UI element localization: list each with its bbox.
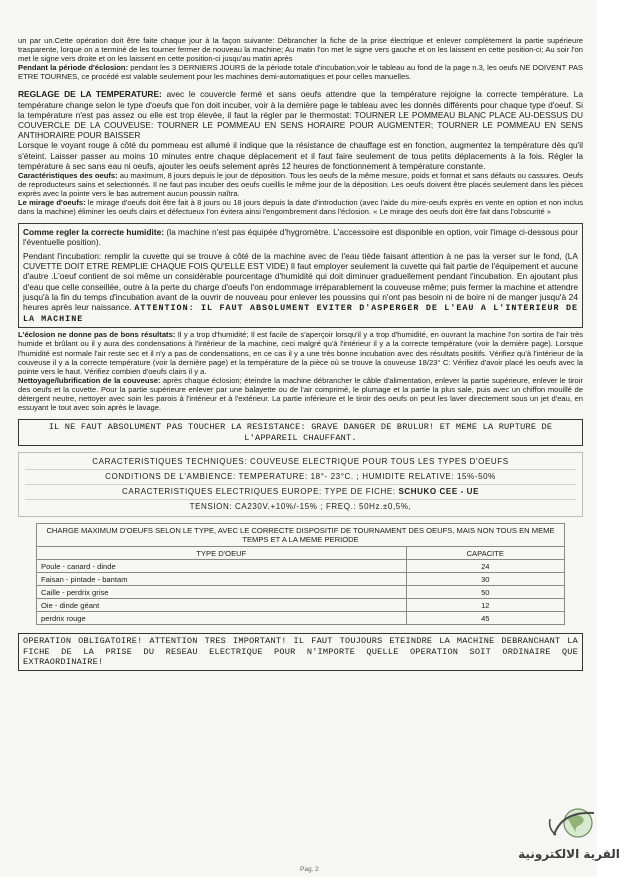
caracteristiques-text: au maximum, 8 jours depuis le jour de déposition. Tous les oeufs de la même mesure, poids et format et sans défauts ou cassures. Oeufs de reproducteurs sains et selectionnés. Il ne faut pas incuber des oeufs cueillis le même jour de la déposition. Les oeufs doivent être placés seulement dans les pièces exprès avec la pointe vers le bas autrement aucun poussin naîtra. <box>18 171 583 199</box>
danger-box <box>18 419 583 446</box>
humidite-title-rest: (la machine n'est pas équipée d'hygromètre. L'accessoire est disponible en option, voir l'image ci-dessous pour l'éventuelle position). <box>23 226 578 247</box>
eclosion-paragraph <box>18 63 583 81</box>
temperature-paragraph <box>18 89 583 140</box>
danger-text: IL NE FAUT ABSOLUMENT PAS TOUCHER LA RESISTANCE: GRAVE DANGER DE BRULUR! ET MEME LA RUPTURE DE L'APPAREIL CHAUFFANT. <box>48 422 553 443</box>
resultats-paragraph <box>18 330 583 375</box>
humidite-paragraph <box>23 251 578 324</box>
specs-line-1: CARACTERISTIQUES TECHNIQUES: COUVEUSE ELECTRIQUE POUR TOUS LES TYPES D'OEUFS <box>25 455 576 470</box>
egg-capacity: 30 <box>406 573 564 586</box>
page-margin <box>597 0 637 877</box>
eclosion-label: Pendant la période d'éclosion: <box>18 63 129 73</box>
capacity-header-type: TYPE D'OEUF <box>37 547 407 560</box>
mirage-label: Le mirage d'oeufs: <box>18 198 86 208</box>
watermark-text: القرية الالكترونية <box>518 847 620 861</box>
egg-capacity: 45 <box>406 612 564 625</box>
watermark-logo <box>510 805 630 875</box>
obligatoire-box <box>18 633 583 671</box>
capacity-header-row <box>37 547 565 560</box>
capacity-title: CHARGE MAXIMUM D'OEUFS SELON LE TYPE, AVEC LE CORRECTE DISPOSITIF DE TOURNAMENT DES OEUFS, MAIS NON TOUS EN MEME TEMPS ET A LA MEME PERIODE <box>36 523 565 546</box>
egg-type: perdrix rouge <box>37 612 407 625</box>
intro-text: un par un.Cette opération doit être faite chaque jour à la façon suivante: Débrancher la fiche de la prise électrique et enlever complètement la partie supérieure trasparente, lorque on a terminé de les tourner fermer de nouveau la machine; Au matin l'on met le signe vers gauche et on les laissent en cette position-ci; Au soir l'on met le signe vers droite et on les laissent en cette position-ci jusqu'au matin après <box>18 36 583 64</box>
humidite-warning: ATTENTION: IL FAUT ABSOLUMENT EVITER D'ASPERGER DE L'EAU A L'INTERIEUR DE LA MACHINE <box>23 302 578 325</box>
mirage-text: le mirage d'oeufs doit être fait à 8 jours ou 18 jours depuis la date d'introduction (avec l'aide du mire-oeufs exprès en vente en option et non inclus dans la machine) éliminer les oeufs clairs et défectueux l'on évitera ainsi l'engombrement dans l'éclosion. « Le mirage des oeufs doit être fait dans l'obscurité » <box>18 198 583 217</box>
table-row <box>37 560 565 573</box>
humidite-heading <box>23 227 578 247</box>
egg-capacity: 50 <box>406 586 564 599</box>
nettoyage-paragraph <box>18 376 583 412</box>
caracteristiques-label: Caractéristiques des oeufs: <box>18 171 118 181</box>
globe-icon <box>510 805 630 875</box>
specs-line-2: CONDITIONS DE L'AMBIENCE: TEMPERATURE: 18°- 23°C. ; HUMIDITE RELATIVE: 15%-50% <box>25 470 576 485</box>
mirage-paragraph <box>18 198 583 216</box>
humidite-text: Pendant l'incubation: remplir la cuvette qui se trouve à côté de la machine avec de l'eau tiède faisant attention à ne pas la verser sur le fond, (LA CUVETTE DOIT ETRE REMPLIE CHAQUE FOIS QU'ELLE EST VIDE) Il faut employer seulement la cuvette qui fait partie de l'équipement et aucune d'autre .L'oeuf contient de soi même un considérable pourcentage d'humidité qui doit diminuer graduellement pendant l'incubation. En ajoutant plus d'eau que celle conseillée, outre à la perte du charge d'oeufs l'on endommage irréparablement la couveuse même; puis fermer la machine et attendre jusqu'à la fin du temps d'incubation avant de la ouvrir de nouveau pour enlever les poussins qui n'ont pas besoin ni de boire ni de manger jusqu'à 24 heures après leur naissance. <box>23 250 578 312</box>
specs-box <box>18 452 583 517</box>
specs-line-3 <box>25 485 576 500</box>
specs-plug-type: SCHUKO CEE - UE <box>398 487 479 497</box>
specs-line-4: TENSION: CA230V.+10%/-15% ; FREQ.: 50Hz.±0,5%, <box>189 502 412 512</box>
eclosion-text: pendant les 3 DERNIERS JOURS de la période totale d'incubation,voir le tableau au fond de la page n.3, les oeufs NE DOIVENT PAS ETRE TOURNES, ce procédé est valable seulement pour les machines demi-automatiques et pour celles manuelles. <box>18 63 583 82</box>
temperature-title: REGLAGE DE LA TEMPERATURE: <box>18 89 162 100</box>
table-row <box>37 573 565 586</box>
capacity-section <box>36 523 565 625</box>
resultats-text: Il y a trop d'humidité; Il est facile de s'aperçoir lorsqu'il y a trop d'humidité, en ouvrant la machine l'on sortira de l'air très humide et brûlant ou il y aura des condensations à l'intérieur de la machine, ceci malgré qu'à l'intérieur il y a la correcte température (voir la dernière page). Lorsque l'humidité est normale l'air reste sec et il n'y a pas de condensations, en ce cas il y a une très bonne incubation avec des résultats positifs. Vérifiez qu'à l'intérieur de la couveuse il y a la correcte température (voir la dernière page) et la température de la pièce où se trouve la couveuse 18/23° C: Vérifiez d'avoir placé les oeufs avec la pointe vers le haut. Vérifiez combien d'oeufs clairs il y a. <box>18 330 583 376</box>
intro-paragraph <box>18 36 583 63</box>
table-row <box>37 586 565 599</box>
caracteristiques-paragraph <box>18 171 583 198</box>
obligatoire-text: OPERATION OBLIGATOIRE! ATTENTION TRES IMPORTANT! IL FAUT TOUJOURS ETEINDRE LA MACHINE DEBRANCHANT LA FICHE DE LA PRISE DU RESEAU ELECTRIQUE POUR N'IMPORTE QUELLE OPERATION SOIT ORDINAIRE QUE EXTRAORDINAIRE! <box>23 636 578 668</box>
page-number: Pag. 2 <box>300 866 319 873</box>
resultats-label: L'éclosion ne donne pas de bons résultats: <box>18 330 176 340</box>
temperature-text: avec le couvercle fermé et sans oeufs attendre que la température rejoigne la correcte température. La température change selon le type d'oeufs que l'on doit incuber, voir à la dernière page le tableau avec les donnés différents pour chaque type d'oeuf. Si la température n'est pas assez ou elle est trop élevée, il faut la régler par le thermostat: TOURNER LE POMMEAU BLANC PLACE AU-DESSUS DU COUVERCLE DE LA COUVEUSE: TOURNER LE POMMEAU EN SENS HORAIRE POUR AUGMENTER; TOURNER LE POMMEAU EN SENS ANTIHORAIRE POUR BAISSER <box>18 89 583 141</box>
egg-type: Faisan - pintade - bantam <box>37 573 407 586</box>
table-row <box>37 599 565 612</box>
table-row <box>37 612 565 625</box>
specs-line-3-label: CARACTERISTIQUES ELECTRIQUES EUROPE: TYPE DE FICHE: <box>122 487 399 497</box>
nettoyage-text: après chaque éclosion; éteindre la machine débrancher le câble d'alimentation, enlever la partie supérieure, enlever le tiroir des oeufs et la cuvette. Pour la partie supérieure enlever par une balayette ou de l'air comprimé, le plumage et la partie la plus sale, puis avec un chiffon mouillé de détergent neutre, nettoyer avec soin les parois à l'intérieur et à l'extérieur. La partie inférieure et le tiroir des oeufs on peut les laver directement sous un jet d'eau, en essuyant le tout avec soin après le lavage. <box>18 375 583 413</box>
temperature-text-2: Lorsque le voyant rouge à côté du pommeau est allumé il indique que la résistance de chauffage est en fonction, augmentez la température dès qu'il s'éteint. Laisser passer au moins 10 minutes entre chaque déplacement et il faut faire seulement de tous petits déplacements à la fois. Régler la température à sec sans eau ni oeufs, ajouter les oeufs selement après 12 heures de fonctionnement à température constante. <box>18 140 583 171</box>
egg-capacity: 24 <box>406 560 564 573</box>
capacity-table <box>36 546 565 625</box>
capacity-header-cap: CAPACITE <box>406 547 564 560</box>
humidite-box <box>18 223 583 329</box>
nettoyage-label: Nettoyage/lubrification de la couveuse: <box>18 375 161 385</box>
egg-capacity: 12 <box>406 599 564 612</box>
egg-type: Oie - dinde géant <box>37 599 407 612</box>
temperature-paragraph-2 <box>18 140 583 171</box>
document-content <box>18 36 583 671</box>
humidite-title: Comme regler la correcte humidite: <box>23 226 165 237</box>
egg-type: Caille - perdrix grise <box>37 586 407 599</box>
egg-type: Poule - canard - dinde <box>37 560 407 573</box>
